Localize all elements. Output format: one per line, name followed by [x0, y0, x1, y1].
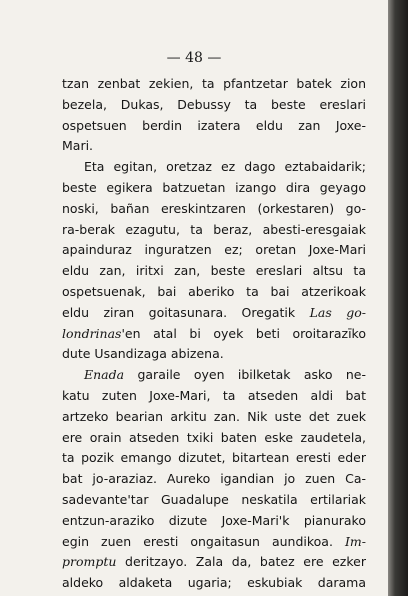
text-line: promptu deritzayo. Zala da, batez ere ezker [62, 554, 366, 570]
text-line: katu zuten Joxe-Mari, ta atseden aldi bat [62, 387, 366, 403]
text-line: londrinas'en atal bi oyek beti oroitarazīko [62, 325, 366, 341]
text-line: eldu ziran goitasunara. Oregatik Las go- [62, 304, 366, 320]
italic-title: londrinas [62, 325, 122, 341]
book-gutter [388, 0, 408, 596]
text-line: bezela, Dukas, Debussy ta beste ereslari [62, 96, 366, 112]
text-line: apainduraz inguratzen ez; oretan Joxe-Mari [62, 242, 366, 258]
paragraph-start-line: Eta egitan, oretzaz ez dago eztabaidarik; [84, 159, 366, 175]
italic-title: Im- [344, 533, 366, 549]
paragraph-start-line: Enada garaile oyen ibilketak asko ne- [84, 367, 366, 383]
text-line: ra-berak ezagutu, ta beraz, abesti-eresgaiak [62, 221, 366, 237]
text-line: dute Usandizaga abizena. [62, 346, 224, 362]
text-line: ospetsuenak, bai aberiko ta bai atzerikoak [62, 283, 366, 299]
text-line: ere orain atseden txiki baten eske zaudetela, [62, 429, 366, 445]
text-line: artzeko bearian arkitu zan. Nik uste det zuek [62, 408, 366, 424]
page-number: — 48 — [166, 50, 222, 66]
text-line: bat jo-araziaz. Aureko igandian jo zuen Ca- [62, 471, 366, 487]
italic-title: Enada [84, 367, 125, 383]
italic-title: Las go- [309, 304, 366, 320]
text-line: eldu zan, iritxi zan, beste ereslari altsu ta [62, 263, 366, 279]
italic-title: promptu [62, 554, 117, 570]
text-line: noski, bañan ereskintzaren (orkestaren) go- [62, 200, 366, 216]
text-line: entzun-araziko dizute Joxe-Mari'k pianurako [62, 512, 366, 528]
text-line: ospetsuen berdin izatera eldu zan Joxe- [62, 117, 366, 133]
text-line: ta pozik emango dizutet, bitartean eresti eder [62, 450, 366, 466]
text-line: sadevante'tar Guadalupe neskatila ertilariak [62, 491, 366, 507]
text-line: aldeko aldaketa ugaria; eskubiak darama [62, 575, 366, 591]
text-line: tzan zenbat zekien, ta pfantzetar batek zion [62, 76, 366, 91]
text-line: Mari. [62, 138, 94, 154]
text-line: egin zuen eresti ongaitasun aundikoa. Im- [62, 533, 366, 549]
text-line: beste egikera batzuetan izango dira geyago [62, 179, 366, 195]
body-text [62, 74, 366, 594]
